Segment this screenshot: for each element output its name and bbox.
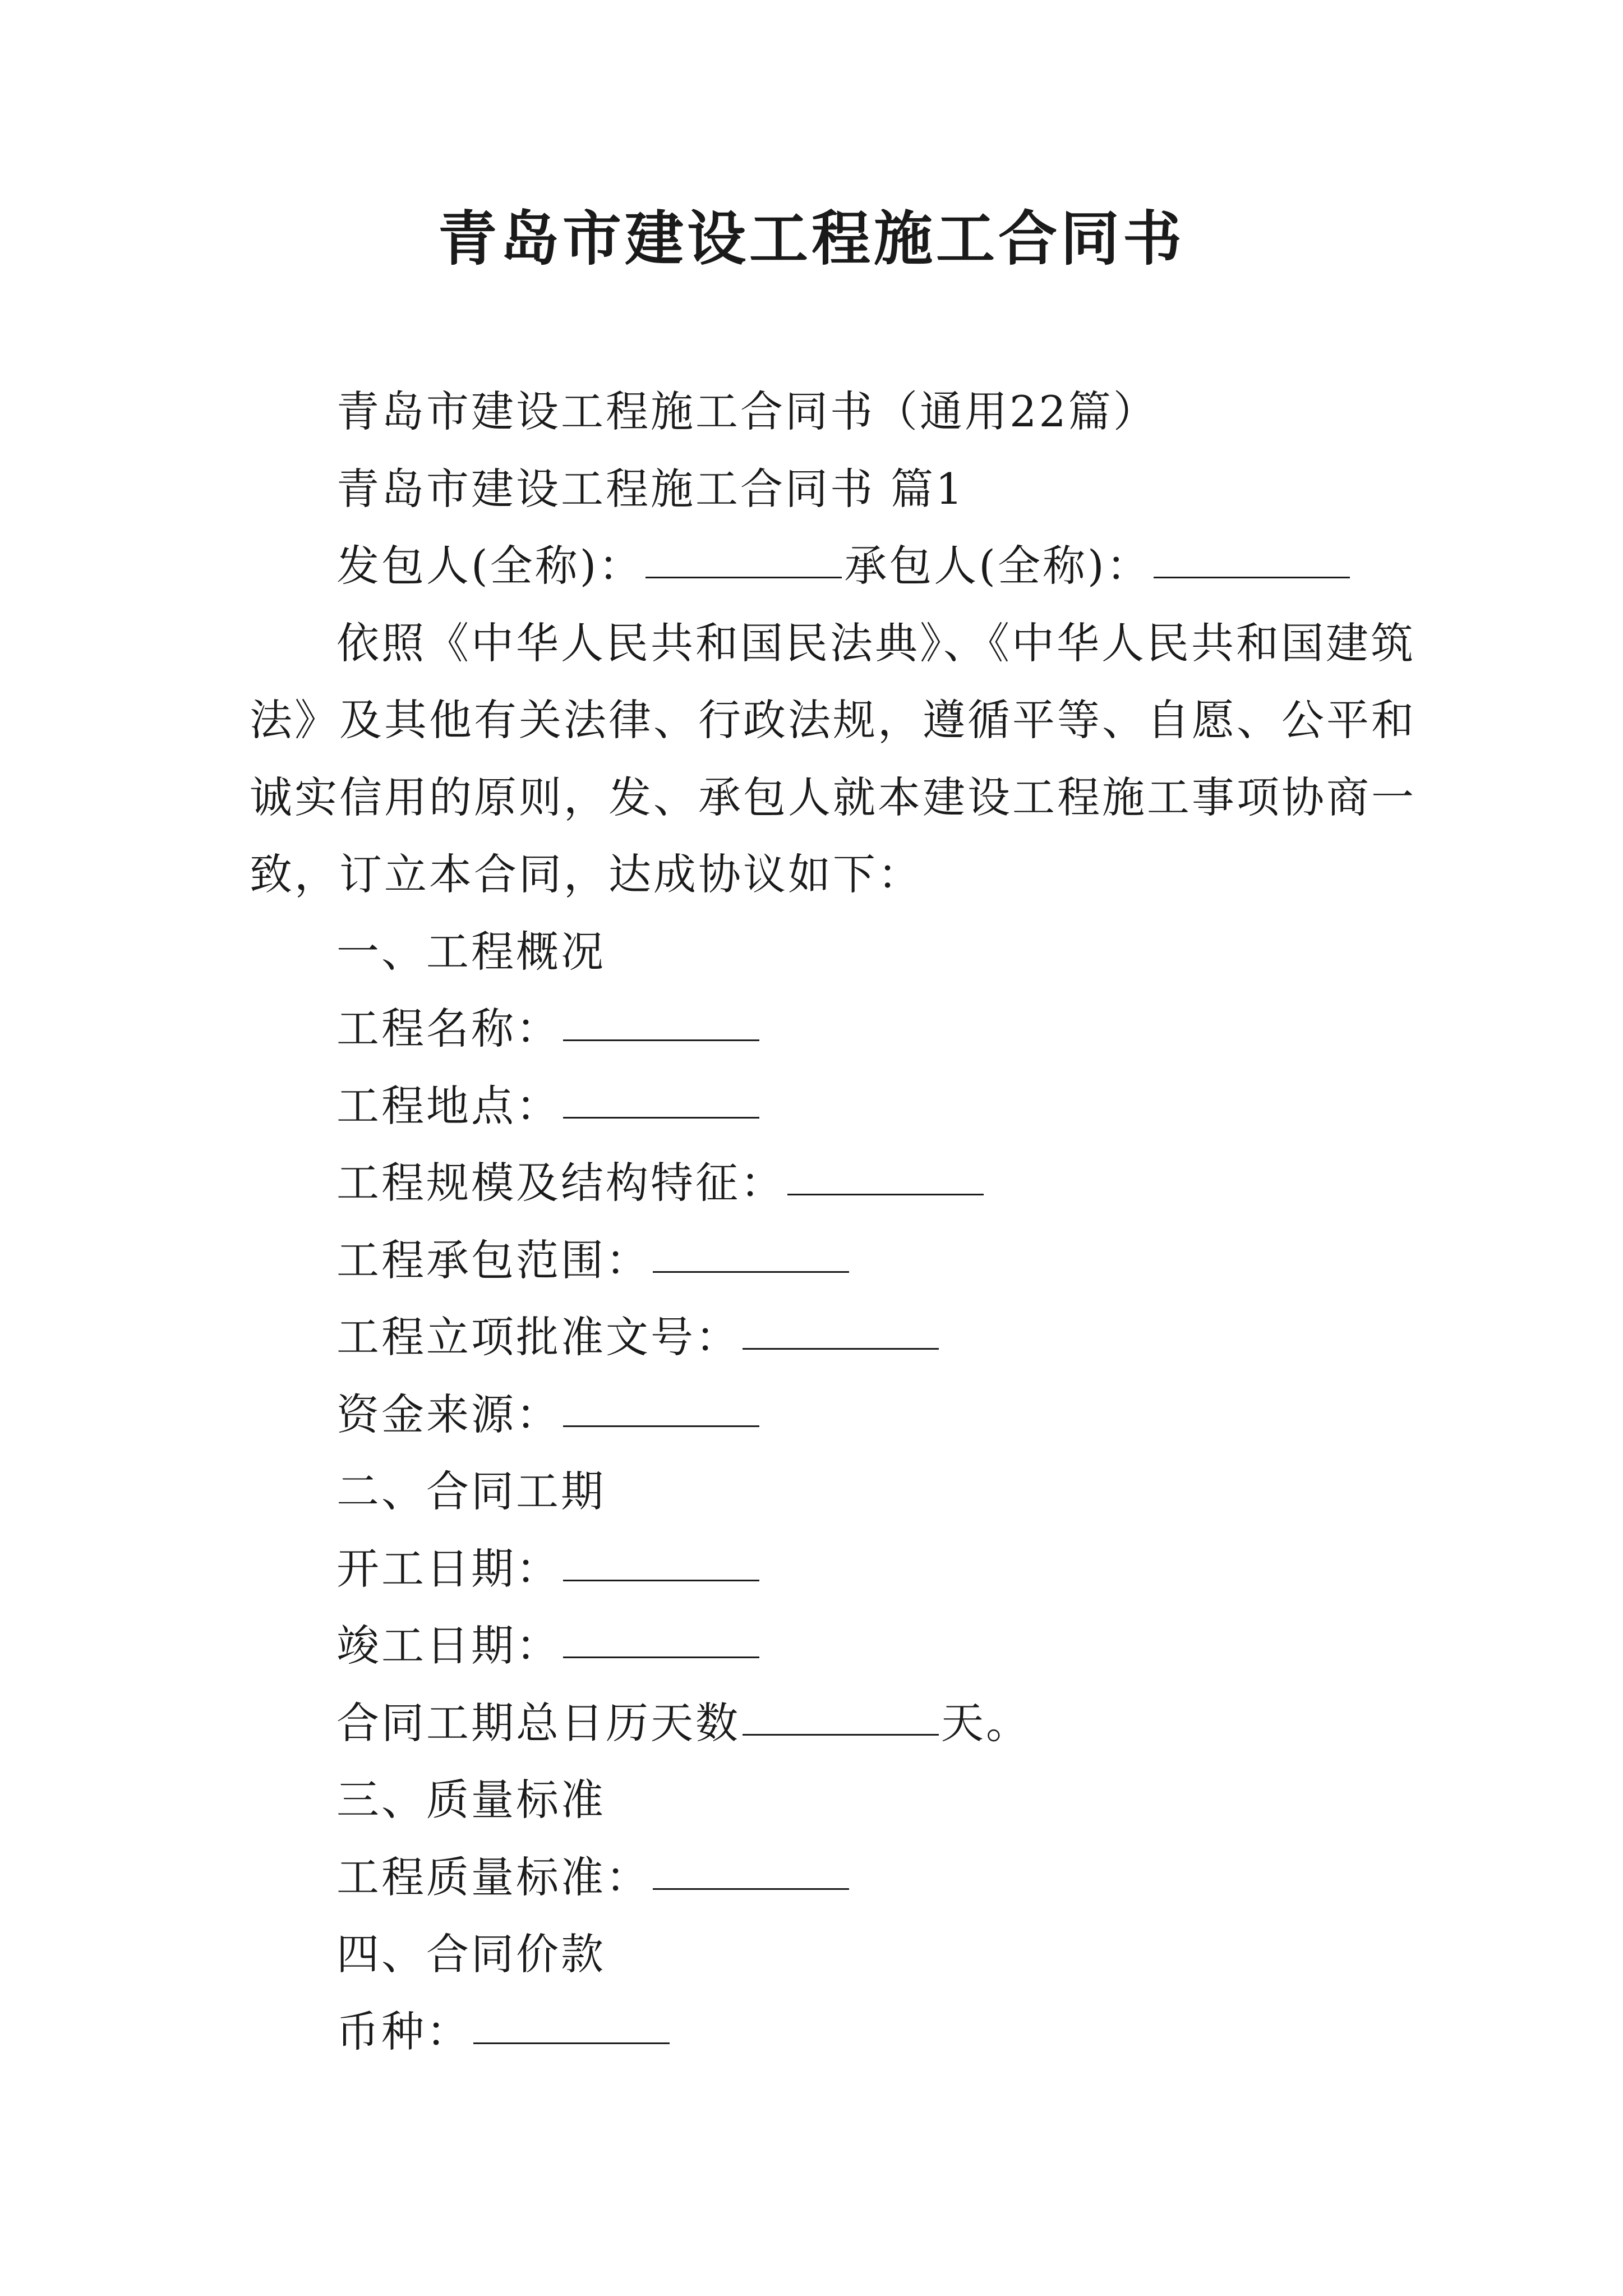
field-blank xyxy=(563,1039,759,1041)
field-blank xyxy=(563,1656,759,1658)
field-suffix: 天。 xyxy=(941,1697,1031,1748)
field-label: 资金来源： xyxy=(336,1389,561,1439)
section-heading: 四、合同价款 xyxy=(336,1929,606,1979)
field-blank xyxy=(653,1271,849,1273)
field-label: 币种： xyxy=(336,2006,471,2056)
field-label: 开工日期： xyxy=(336,1543,561,1594)
field-label: 工程名称： xyxy=(336,1004,561,1053)
intro-line: 依照《中华人民共和国民法典》、《中华人民共和国建筑 xyxy=(336,618,1415,668)
field-label: 工程地点： xyxy=(336,1080,561,1131)
form-field xyxy=(250,1685,1394,1762)
form-field xyxy=(250,1299,1394,1376)
field-label: 合同工期总日历天数 xyxy=(336,1697,740,1748)
section-heading: 三、质量标准 xyxy=(336,1775,606,1825)
document-body xyxy=(250,373,1416,2070)
form-field xyxy=(250,1144,1394,1222)
field-label: 工程承包范围： xyxy=(336,1235,651,1285)
section-heading: 二、合同工期 xyxy=(336,1466,606,1516)
contractor-label: 承包人(全称)： xyxy=(844,541,1151,591)
parties-line xyxy=(250,527,1394,605)
form-field xyxy=(250,1839,1394,1916)
form-field xyxy=(250,1068,1394,1145)
form-field xyxy=(250,1376,1394,1453)
intro-line: 致，订立本合同，达成协议如下： xyxy=(250,849,923,899)
subtitle: 青岛市建设工程施工合同书（通用22篇） xyxy=(336,386,1158,436)
field-blank xyxy=(473,2042,670,2044)
form-field xyxy=(250,990,1394,1068)
field-label: 工程规模及结构特征： xyxy=(336,1158,785,1208)
field-label: 工程立项批准文号： xyxy=(336,1312,740,1362)
field-blank xyxy=(743,1733,939,1736)
field-blank xyxy=(563,1116,759,1119)
field-blank xyxy=(787,1193,984,1195)
field-blank xyxy=(563,1425,759,1427)
employer-label: 发包人(全称)： xyxy=(336,541,644,591)
document-title: 青岛市建设工程施工合同书 xyxy=(437,204,1185,273)
section-heading: 一、工程概况 xyxy=(336,926,606,977)
form-field xyxy=(250,1993,1394,2070)
chapter-heading: 青岛市建设工程施工合同书 篇1 xyxy=(336,463,965,514)
form-field xyxy=(250,1530,1394,1608)
form-field xyxy=(250,1222,1394,1299)
employer-blank xyxy=(645,576,842,578)
intro-line: 法》及其他有关法律、行政法规，遵循平等、自愿、公平和 xyxy=(250,695,1416,745)
field-label: 工程质量标准： xyxy=(336,1852,651,1902)
field-blank xyxy=(653,1888,849,1890)
contractor-blank xyxy=(1154,576,1350,578)
intro-line: 诚实信用的原则，发、承包人就本建设工程施工事项协商一 xyxy=(250,772,1416,822)
field-blank xyxy=(743,1347,939,1350)
field-blank xyxy=(563,1579,759,1581)
form-field xyxy=(250,1607,1394,1685)
field-label: 竣工日期： xyxy=(336,1621,561,1671)
